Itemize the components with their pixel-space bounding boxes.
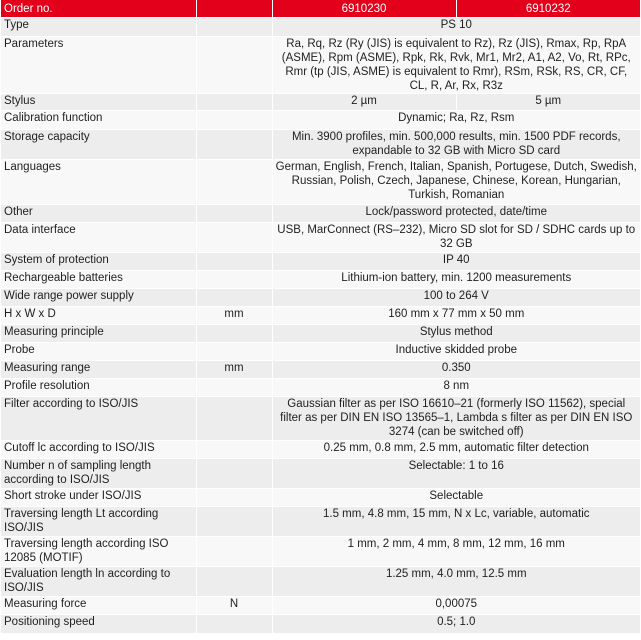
row-cutoff: [1, 441, 640, 459]
param-label: Traversing length Lt according ISO/JIS: [1, 507, 196, 537]
unit-cell: [196, 615, 272, 633]
param-label: Measuring force: [1, 597, 196, 615]
unit-cell: [196, 271, 272, 289]
value-cell: Dynamic; Ra, Rz, Rsm: [272, 111, 640, 130]
unit-cell: mm: [196, 307, 272, 325]
param-label: Probe: [1, 343, 196, 361]
unit-cell: [196, 111, 272, 130]
value-cell: 1.5 mm, 4.8 mm, 15 mm, N x Lc, variable, automatic: [272, 507, 640, 537]
row-probe: [1, 343, 640, 361]
unit-cell: [196, 37, 272, 94]
unit-cell: [196, 18, 272, 37]
param-label: Rechargeable batteries: [1, 271, 196, 289]
row-traversing-12085: [1, 537, 640, 567]
unit-cell: [196, 379, 272, 397]
row-filter: [1, 397, 640, 441]
param-label: System of protection: [1, 253, 196, 271]
value-cell: German, English, French, Italian, Spanish, Portugese, Dutch, Swedish, Russian, Polish, Czech, Japanese, Chinese, Korean, Hungarian, Turkish, Romanian: [272, 160, 640, 205]
row-languages: [1, 160, 640, 205]
row-storage: [1, 130, 640, 160]
row-range: [1, 361, 640, 379]
param-label: Storage capacity: [1, 130, 196, 160]
table-header: [1, 0, 640, 18]
row-traversing-lt: [1, 507, 640, 537]
unit-cell: [196, 253, 272, 271]
value-cell: USB, MarConnect (RS–232), Micro SD slot for SD / SDHC cards up to 32 GB: [272, 223, 640, 253]
unit-cell: [196, 537, 272, 567]
row-power: [1, 289, 640, 307]
row-stylus: [1, 94, 640, 111]
header-order-6910230: 6910230: [272, 0, 456, 18]
row-other: [1, 205, 640, 223]
unit-cell: [196, 160, 272, 205]
row-protection: [1, 253, 640, 271]
param-label: Evaluation length ln according to ISO/JIS: [1, 567, 196, 597]
row-type: [1, 18, 640, 37]
value-cell: Selectable: [272, 489, 640, 507]
row-dimensions: [1, 307, 640, 325]
value-cell: Selectable: 1 to 16: [272, 459, 640, 489]
param-label: Data interface: [1, 223, 196, 253]
param-label: Languages: [1, 160, 196, 205]
unit-cell: [196, 205, 272, 223]
header-order-no: Order no.: [1, 0, 196, 18]
value-cell: Stylus method: [272, 325, 640, 343]
param-label: Profile resolution: [1, 379, 196, 397]
value-cell-6910230: 2 µm: [272, 94, 456, 111]
param-label: Measuring principle: [1, 325, 196, 343]
value-cell: 1 mm, 2 mm, 4 mm, 8 mm, 12 mm, 16 mm: [272, 537, 640, 567]
value-cell: 1.25 mm, 4.0 mm, 12.5 mm: [272, 567, 640, 597]
value-cell: 160 mm x 77 mm x 50 mm: [272, 307, 640, 325]
row-principle: [1, 325, 640, 343]
value-cell: Lock/password protected, date/time: [272, 205, 640, 223]
value-cell: PS 10: [272, 18, 640, 37]
param-label: H x W x D: [1, 307, 196, 325]
row-resolution: [1, 379, 640, 397]
unit-cell: [196, 489, 272, 507]
row-sampling: [1, 459, 640, 489]
value-cell: 0,00075: [272, 597, 640, 615]
unit-cell: [196, 94, 272, 111]
param-label: Filter according to ISO/JIS: [1, 397, 196, 441]
value-cell: Lithium-ion battery, min. 1200 measurements: [272, 271, 640, 289]
value-cell: Gaussian filter as per ISO 16610–21 (formerly ISO 11562), special filter as per DIN EN ISO 13565–1, Lambda s filter as per DIN EN ISO 3274 (can be switched off): [272, 397, 640, 441]
value-cell: Min. 3900 profiles, min. 500,000 results, min. 1500 PDF records, expandable to 32 GB with Micro SD card: [272, 130, 640, 160]
row-evaluation: [1, 567, 640, 597]
value-cell: Ra, Rq, Rz (Ry (JIS) is equivalent to Rz), Rz (JIS), Rmax, Rp, RpA (ASME), Rpm (ASME), Rpk, Rk, Rvk, Mr1, Mr2, A1, A2, Vo, Rt, RPc, Rmr (tp (JIS, ASME) is equivalent to Rmr), RSm, RSk, RS, CR, CF, CL, R, Ar, Rx, R3z: [272, 37, 640, 94]
header-order-6910232: 6910232: [456, 0, 640, 18]
param-label: Parameters: [1, 37, 196, 94]
value-cell: 0.350: [272, 361, 640, 379]
param-label: Stylus: [1, 94, 196, 111]
value-cell: 100 to 264 V: [272, 289, 640, 307]
unit-cell: [196, 343, 272, 361]
param-label: Cutoff lc according to ISO/JIS: [1, 441, 196, 459]
row-speed: [1, 615, 640, 633]
param-label: Other: [1, 205, 196, 223]
unit-cell: [196, 459, 272, 489]
unit-cell: [196, 289, 272, 307]
param-label: Number n of sampling length according to ISO/JIS: [1, 459, 196, 489]
row-force: [1, 597, 640, 615]
row-batteries: [1, 271, 640, 289]
value-cell: IP 40: [272, 253, 640, 271]
value-cell: 0.5; 1.0: [272, 615, 640, 633]
param-label: Short stroke under ISO/JIS: [1, 489, 196, 507]
value-cell: 0.25 mm, 0.8 mm, 2.5 mm, automatic filter detection: [272, 441, 640, 459]
row-data-interface: [1, 223, 640, 253]
unit-cell: [196, 567, 272, 597]
row-short-stroke: [1, 489, 640, 507]
unit-cell: [196, 507, 272, 537]
value-cell-6910232: 5 µm: [456, 94, 640, 111]
param-label: Measuring range: [1, 361, 196, 379]
unit-cell: mm: [196, 361, 272, 379]
param-label: Type: [1, 18, 196, 37]
unit-cell: N: [196, 597, 272, 615]
header-row: [1, 0, 640, 18]
unit-cell: [196, 223, 272, 253]
header-unit: [196, 0, 272, 18]
param-label: Calibration function: [1, 111, 196, 130]
unit-cell: [196, 130, 272, 160]
param-label: Positioning speed: [1, 615, 196, 633]
unit-cell: [196, 325, 272, 343]
param-label: Wide range power supply: [1, 289, 196, 307]
row-parameters: [1, 37, 640, 94]
spec-table: [1, 0, 640, 633]
param-label: Traversing length according ISO 12085 (MOTIF): [1, 537, 196, 567]
value-cell: 8 nm: [272, 379, 640, 397]
row-calibration: [1, 111, 640, 130]
unit-cell: [196, 397, 272, 441]
value-cell: Inductive skidded probe: [272, 343, 640, 361]
unit-cell: [196, 441, 272, 459]
